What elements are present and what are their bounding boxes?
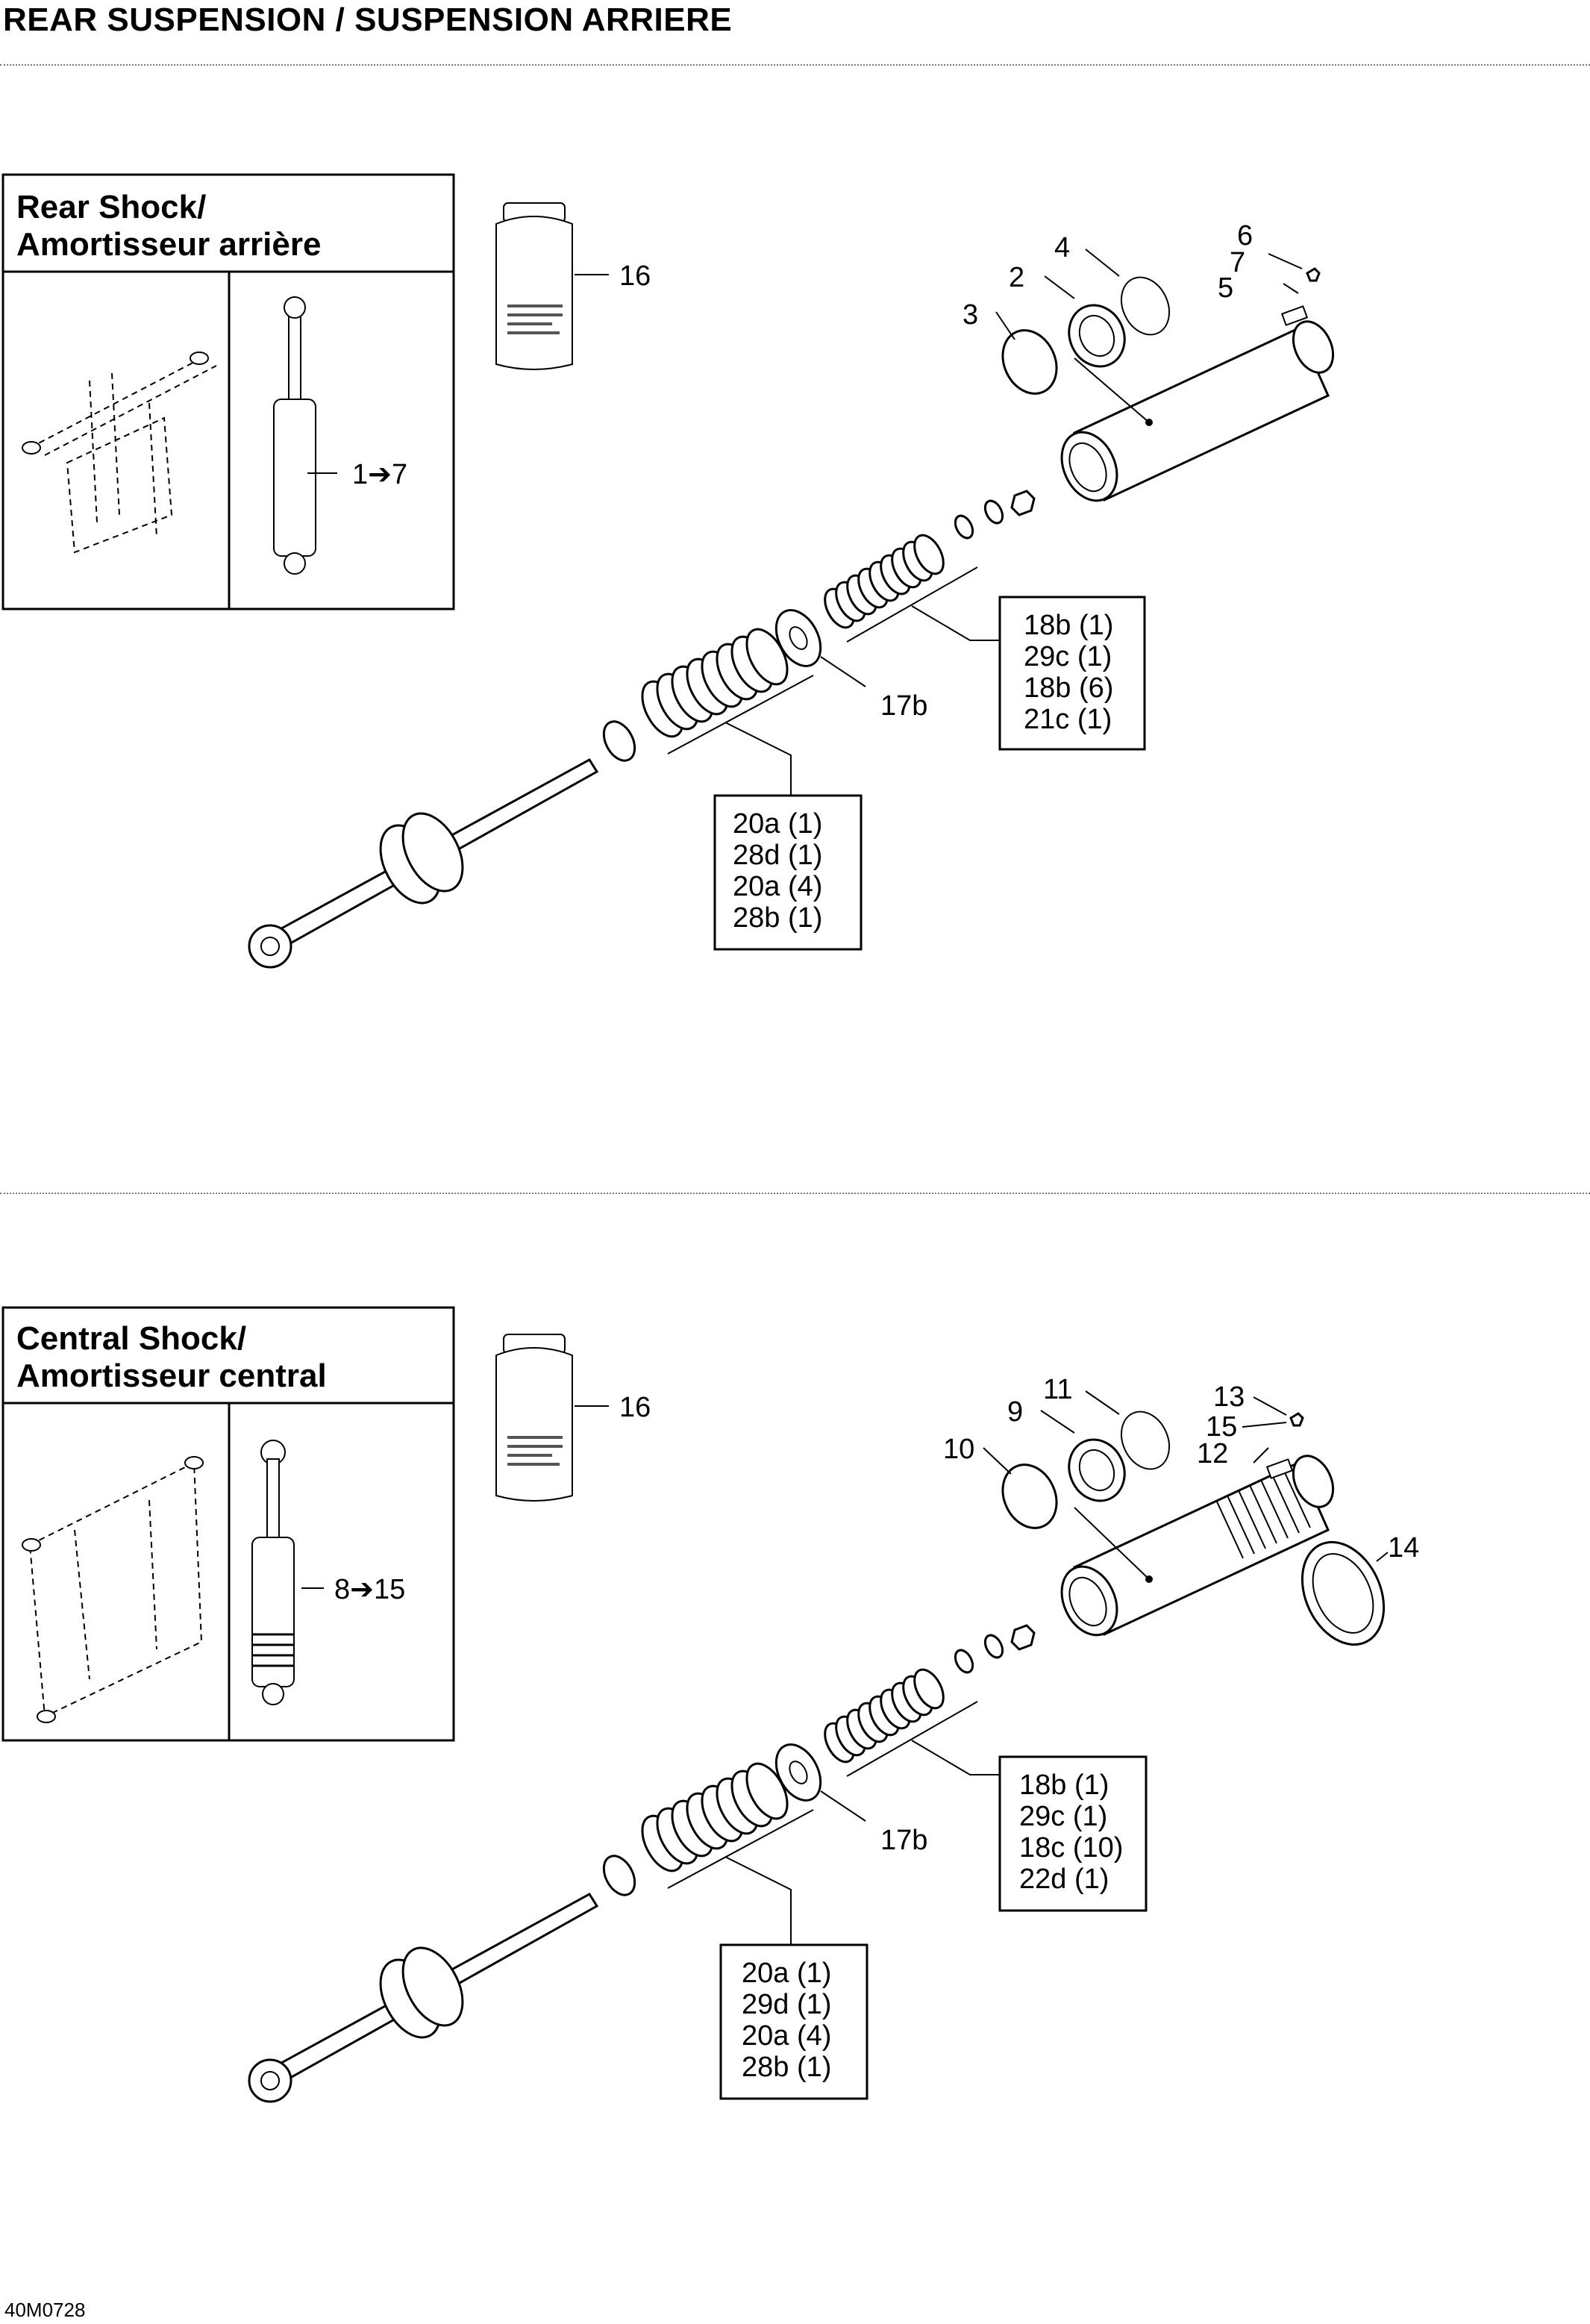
rear-shock-shaft [249, 760, 597, 967]
central-lower-kit-line-3: 20a (4) [742, 2020, 832, 2052]
central-shock-title-en: Central Shock/ [16, 1320, 247, 1357]
rear-callout-7: 7 [1230, 247, 1246, 278]
document-code: 40M0728 [4, 2299, 86, 2321]
rear-upper-kit-line-3: 18b (6) [1024, 672, 1114, 704]
central-callout-11: 11 [1043, 1374, 1073, 1405]
rear-callout-3: 3 [963, 299, 979, 331]
central-upper-kit-line-1: 18b (1) [1019, 1769, 1109, 1801]
rear-shock-title-fr: Amortisseur arrière [16, 226, 322, 263]
rear-upper-kit-line-2: 29c (1) [1024, 641, 1112, 672]
rear-callout-5: 5 [1218, 272, 1234, 304]
central-callout-9: 9 [1007, 1396, 1024, 1428]
central-shock-index-box [3, 1308, 454, 1740]
central-callout-14: 14 [1388, 1532, 1420, 1564]
central-lock-nut [1286, 1529, 1399, 1658]
central-lower-kit-box [721, 1945, 867, 2099]
rear-shock-section [3, 175, 1341, 967]
rear-callout-17b: 17b [880, 690, 928, 722]
rear-upper-kit-line-4: 21c (1) [1024, 704, 1112, 735]
rear-range-label: 1➔7 [352, 459, 408, 490]
central-shock-section [3, 1308, 1419, 2102]
rear-callout-2: 2 [1009, 262, 1025, 293]
central-oil-bottle [496, 1334, 651, 1501]
central-callout-15: 15 [1206, 1411, 1238, 1443]
rear-callout-6: 6 [1237, 220, 1253, 252]
central-lower-shim-stack [634, 1757, 795, 1877]
central-upper-kit-line-4: 22d (1) [1019, 1864, 1109, 1895]
rear-lower-kit-line-2: 28d (1) [733, 840, 823, 871]
rear-callout-16: 16 [619, 260, 651, 292]
central-lower-kit-line-1: 20a (1) [742, 1958, 832, 1989]
central-shock-title-fr: Amortisseur central [16, 1358, 327, 1394]
central-upper-kit-box [1000, 1757, 1146, 1911]
central-upper-shim-stack [819, 1625, 1034, 1767]
central-callout-12: 12 [1197, 1438, 1229, 1469]
rear-upper-kit-box [1000, 597, 1145, 749]
central-range-label: 8➔15 [334, 1574, 406, 1605]
rear-lower-kit-box [715, 796, 861, 949]
rear-oil-bottle [496, 203, 651, 369]
central-shock-shaft [249, 1894, 597, 2102]
rear-shock-index-box [3, 175, 454, 609]
rear-callout-4: 4 [1054, 232, 1071, 263]
rear-lower-kit-line-3: 20a (4) [733, 871, 823, 902]
central-callout-10: 10 [943, 1434, 975, 1465]
central-lower-kit-line-4: 28b (1) [742, 2052, 832, 2083]
rear-shock-title-en: Rear Shock/ [16, 189, 207, 225]
central-callout-13: 13 [1213, 1381, 1245, 1413]
rear-washer [598, 716, 641, 766]
rear-lower-kit-line-1: 20a (1) [733, 808, 823, 840]
page-title: REAR SUSPENSION / SUSPENSION ARRIERE [3, 1, 733, 38]
central-lower-kit-line-2: 29d (1) [742, 1989, 832, 2020]
rear-upper-kit-line-1: 18b (1) [1024, 610, 1114, 641]
central-washer [598, 1851, 641, 1900]
central-upper-kit-line-2: 29c (1) [1019, 1801, 1108, 1832]
rear-lower-shim-stack [634, 622, 795, 743]
central-callout-16: 16 [619, 1392, 651, 1423]
rear-lower-kit-line-4: 28b (1) [733, 902, 823, 934]
central-callout-17b: 17b [880, 1825, 928, 1856]
central-upper-kit-line-3: 18c (10) [1019, 1832, 1124, 1864]
